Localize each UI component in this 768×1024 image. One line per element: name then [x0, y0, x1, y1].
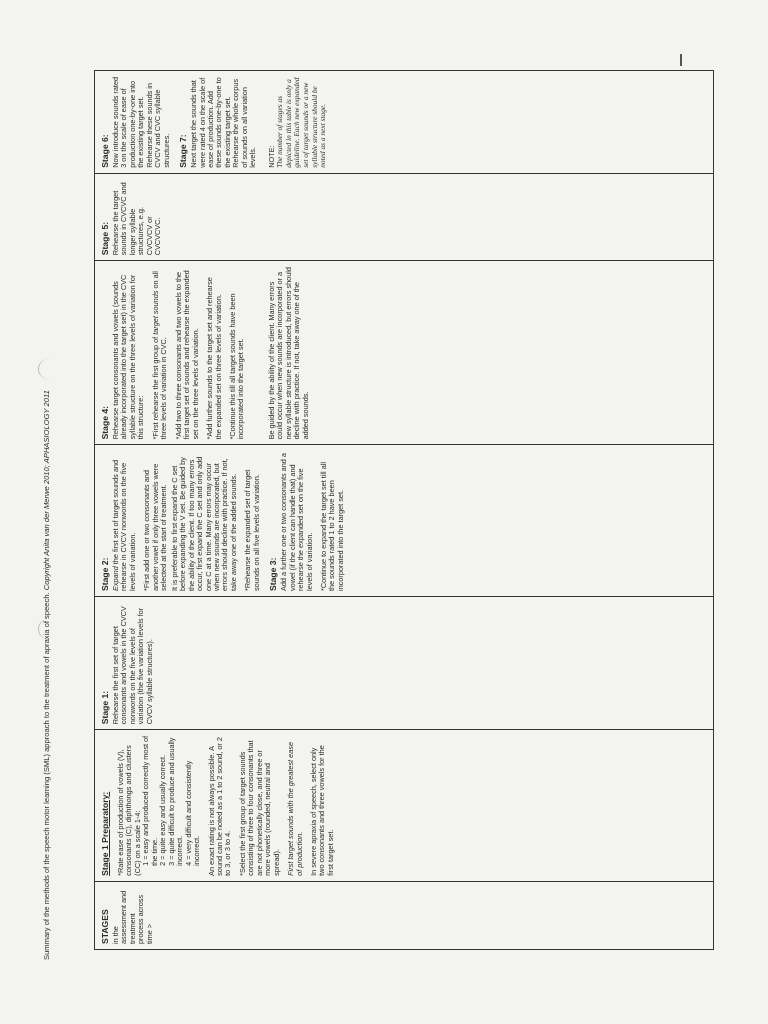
stage6-7-cell: [95, 71, 714, 174]
document-caption: [42, 60, 51, 960]
stage2-p3: It is preferable to first expand the C set before expanding the V set. Be guided by the ability of the client. If too many errors occur, first expand the C set and only add one C at a time. Many errors may occur when new sounds are incorporated, but errors should decline with practice. If not, take away one of the added sounds.: [169, 456, 238, 591]
stage7-text: Next target the sounds that were rated 4 on the scale of ease of production. Add these sounds one-by-one to the existing target set. Rehearse the whole corpus of sounds on all variation levels.: [189, 77, 258, 168]
stage4-p4: *Add further sounds to the target set and rehearse the expanded set on three levels of variation.: [205, 277, 223, 440]
note-label: NOTE:: [266, 145, 276, 168]
caption-text: Summary of the methods of the speech motor learning (SML) approach to the treatment of apraxia of speech.: [42, 592, 51, 960]
stage6-text: Now introduce sounds rated 3 on the scale of ease of production one-by-one into the existing target set. Rehearse these sounds in CVCV and CVC syllable structures.: [110, 76, 171, 168]
stage4-cell: [95, 261, 714, 445]
side-subtitle: in the assessment and treatment process across time >: [110, 890, 154, 944]
scale-item-4: 4 = very difficult and consistently incorrect.: [183, 760, 202, 866]
stage4-heading: Stage 4:: [100, 405, 110, 440]
caption-copyright: Copyright Anita van der Merwe 2010; APHASIOLOGY 2011: [42, 390, 51, 591]
scale-item-2: 2 = quite easy and usually correct.: [158, 754, 168, 866]
stage3-p2: *Continue to expand the target set till all the sounds rated 1 to 2 have been incorporated into the target set.: [319, 462, 345, 591]
rotated-page: [40, 30, 730, 990]
stage1-preparatory-cell: [95, 730, 714, 882]
table-row: [95, 71, 714, 950]
stage2-3-cell: [95, 445, 714, 597]
stage1-intro-text: *Rate ease of production of vowels (V), consonants (C), diphthongs and clusters (CC) on a scale 1-4:: [115, 745, 142, 876]
stage1-intro: [117, 735, 202, 876]
stage1-heading: Stage 1:: [100, 690, 110, 725]
stage2-p1: [111, 460, 137, 591]
stage1-rehearse-cell: [95, 597, 714, 730]
stage4-p3: *Add two to three consonants and two vowels to the first target set of sounds and rehearse the expanded set on the three levels of variation.: [173, 270, 200, 440]
stage5-heading: Stage 5:: [100, 221, 110, 256]
side-title: STAGES: [100, 909, 110, 944]
stages-table: [94, 70, 714, 950]
stage4-p1: Rehearse target consonants and vowels (sounds already incorporated into the target set) in the CVC syllable structure on the three levels of variation for this structure:: [110, 274, 146, 440]
stage7-heading: Stage 7:: [178, 134, 189, 168]
stage4-p6: Be guided by the ability of the client. Many errors could occur when new sounds are incorporated or a new syllable structure is introduced, but errors should decline with practice. If not, take away one of the added sounds.: [266, 267, 310, 440]
stage1-prep-heading: Stage 1 Preparatory:: [100, 791, 110, 876]
stage1-select-note: *Select the first group of target sounds consisting of three to four consonants that are not phonetically close, and three or more vowels (rounded, neutral and spread).: [237, 740, 281, 876]
scale-item-1: 1 = easy and produced correctly most of the time.: [141, 735, 159, 866]
side-header-cell: [95, 881, 714, 949]
stage4-p2-italic: target sounds: [150, 290, 160, 335]
stage5-cell: [95, 173, 714, 260]
stage2-heading: Stage 2:: [100, 557, 110, 591]
stage6-heading: Stage 6:: [100, 134, 110, 168]
stage1-first-target: First target sounds with the greatest ease of production.: [286, 741, 304, 876]
stage3-p1: Add a further one or two consonants and a vowel (if the client can handle that) and rehearse the expanded set on the five levels of variation.: [279, 453, 314, 591]
stage2-p2: *First add one or two consonants and another vowel if only three vowels were selected at the start of treatment.: [142, 463, 169, 591]
stage2-p1-rest: the first set of target sounds and rehearse in CVCV nonwords on the five levels of variation.: [110, 459, 137, 591]
stage4-p5: *Continue this till all target sounds have been incorporated into the target set.: [227, 293, 246, 440]
stage5-text: Rehearse the target sounds in CVCVC and longer syllable structures, e.g. CVCVCV or CVCVCVC.: [110, 182, 163, 256]
note-text: The number of stages as depicted in this table is only a guideline. Each new expanded set of target sounds or a new syllable structure should be noted as a next stage.: [275, 77, 328, 168]
stage4-p2: [152, 266, 169, 439]
stage4-p2b: on all three levels of variation in CVC.: [150, 271, 169, 440]
stage1-text: Rehearse the first set of target consonants and vowels in the CVCV nonwords on the five levels of variation (the five variation levels for CVCV syllable structures).: [110, 606, 154, 725]
stage3-heading: Stage 3:: [268, 557, 279, 591]
stage2-p4: *Rehearse the expanded set of target sounds on all five levels of variation.: [243, 469, 261, 591]
stage1-severe-note: In severe apraxia of speech, select only two consonants and three vowels for the first target set.: [309, 745, 335, 876]
stage4-p2a: *First rehearse the first group of: [150, 336, 160, 440]
scale-item-3: 3 = quite difficult to produce and usually incorrect.: [166, 737, 185, 866]
stage2-expand-word: Expand: [110, 566, 120, 591]
stage1-rating-note: An exact rating is not always possible. A sound can be noted as a 1 to 2 sound, or 2 to 3, or 3 to 4.: [206, 737, 233, 876]
